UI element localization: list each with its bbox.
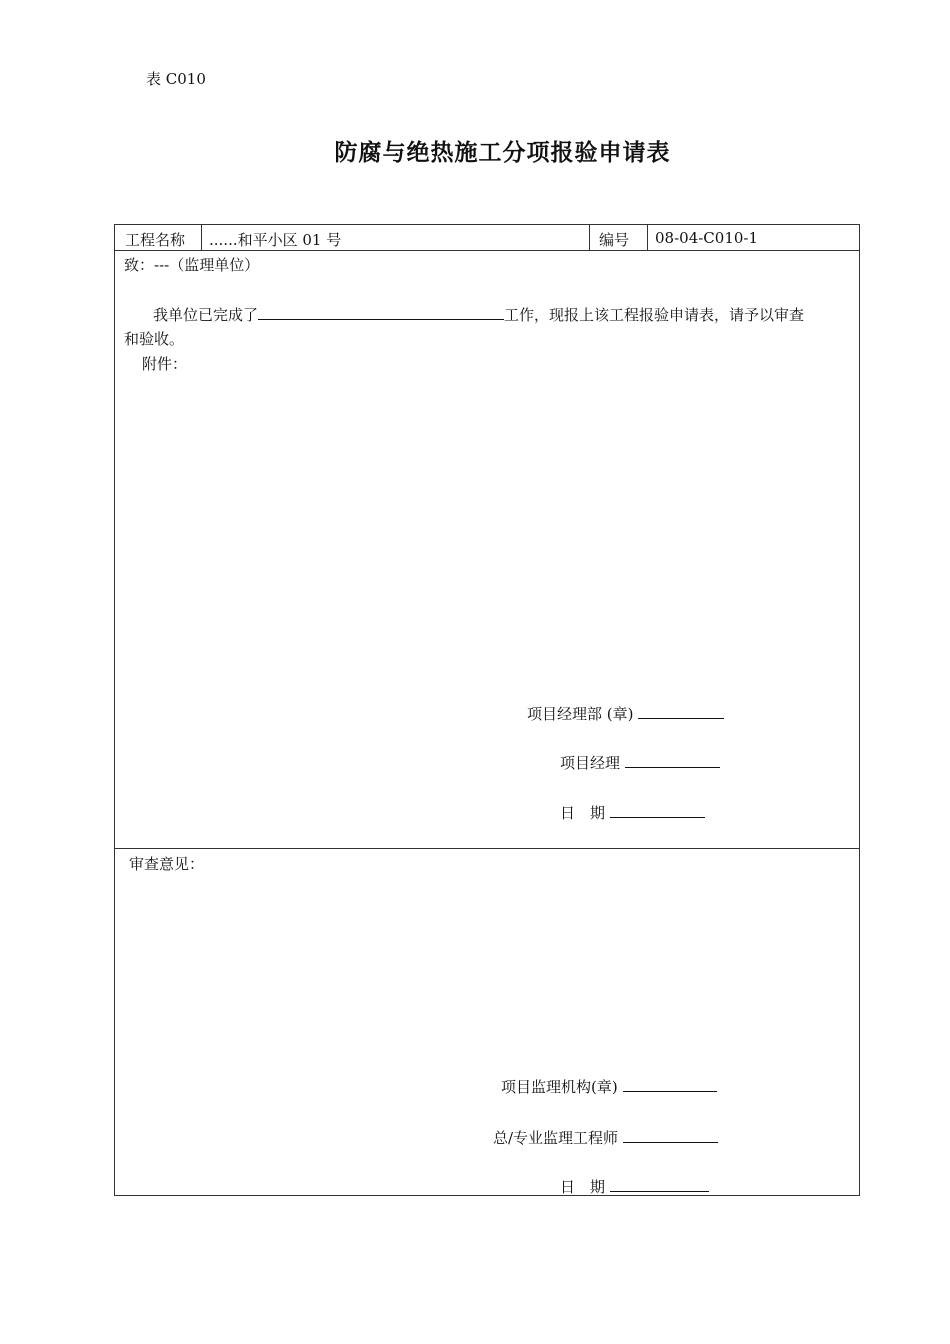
project-name-label: 工程名称 [125, 231, 186, 249]
work-item-blank[interactable] [258, 305, 504, 320]
to-line: 致：---（监理单位） [124, 256, 260, 274]
body-suffix: 工作，现报上该工程报验申请表，请予以审查 [504, 306, 805, 324]
page-title: 防腐与绝热施工分项报验申请表 [334, 140, 671, 166]
pm-dept-blank[interactable] [638, 704, 724, 719]
form-table [114, 224, 860, 1196]
engineer-signature [493, 1127, 718, 1148]
divider [115, 848, 859, 849]
engineer-label: 总/专业监理工程师 [493, 1129, 619, 1147]
body-prefix: 我单位已完成了 [153, 306, 259, 324]
pm-label: 项目经理 [560, 754, 621, 772]
number-value: 08-04-C010-1 [655, 229, 759, 247]
opinion-label: 审查意见： [129, 855, 205, 873]
attachments-label: 附件： [142, 355, 188, 373]
pm-dept-label: 项目经理部 (章) [527, 705, 634, 723]
form-code: 表 C010 [146, 70, 206, 88]
divider [115, 250, 859, 251]
divider [201, 225, 202, 250]
request-body [153, 304, 804, 325]
request-date-label: 日 期 [560, 804, 606, 822]
supervision-org-signature [501, 1076, 717, 1097]
number-label: 编号 [599, 231, 630, 249]
review-date-label: 日 期 [560, 1178, 606, 1196]
supervision-org-label: 项目监理机构(章) [501, 1078, 618, 1096]
pm-blank[interactable] [625, 753, 720, 768]
engineer-blank[interactable] [623, 1128, 718, 1143]
pm-dept-signature [527, 703, 724, 724]
divider [647, 225, 648, 250]
review-date [560, 1176, 709, 1197]
request-date [560, 802, 705, 823]
divider [589, 225, 590, 250]
supervision-org-blank[interactable] [623, 1077, 717, 1092]
request-body-line2: 和验收。 [124, 330, 185, 348]
review-date-blank[interactable] [610, 1177, 709, 1192]
request-date-blank[interactable] [610, 803, 705, 818]
pm-signature [560, 752, 720, 773]
project-name-value: ......和平小区 01 号 [209, 231, 342, 249]
